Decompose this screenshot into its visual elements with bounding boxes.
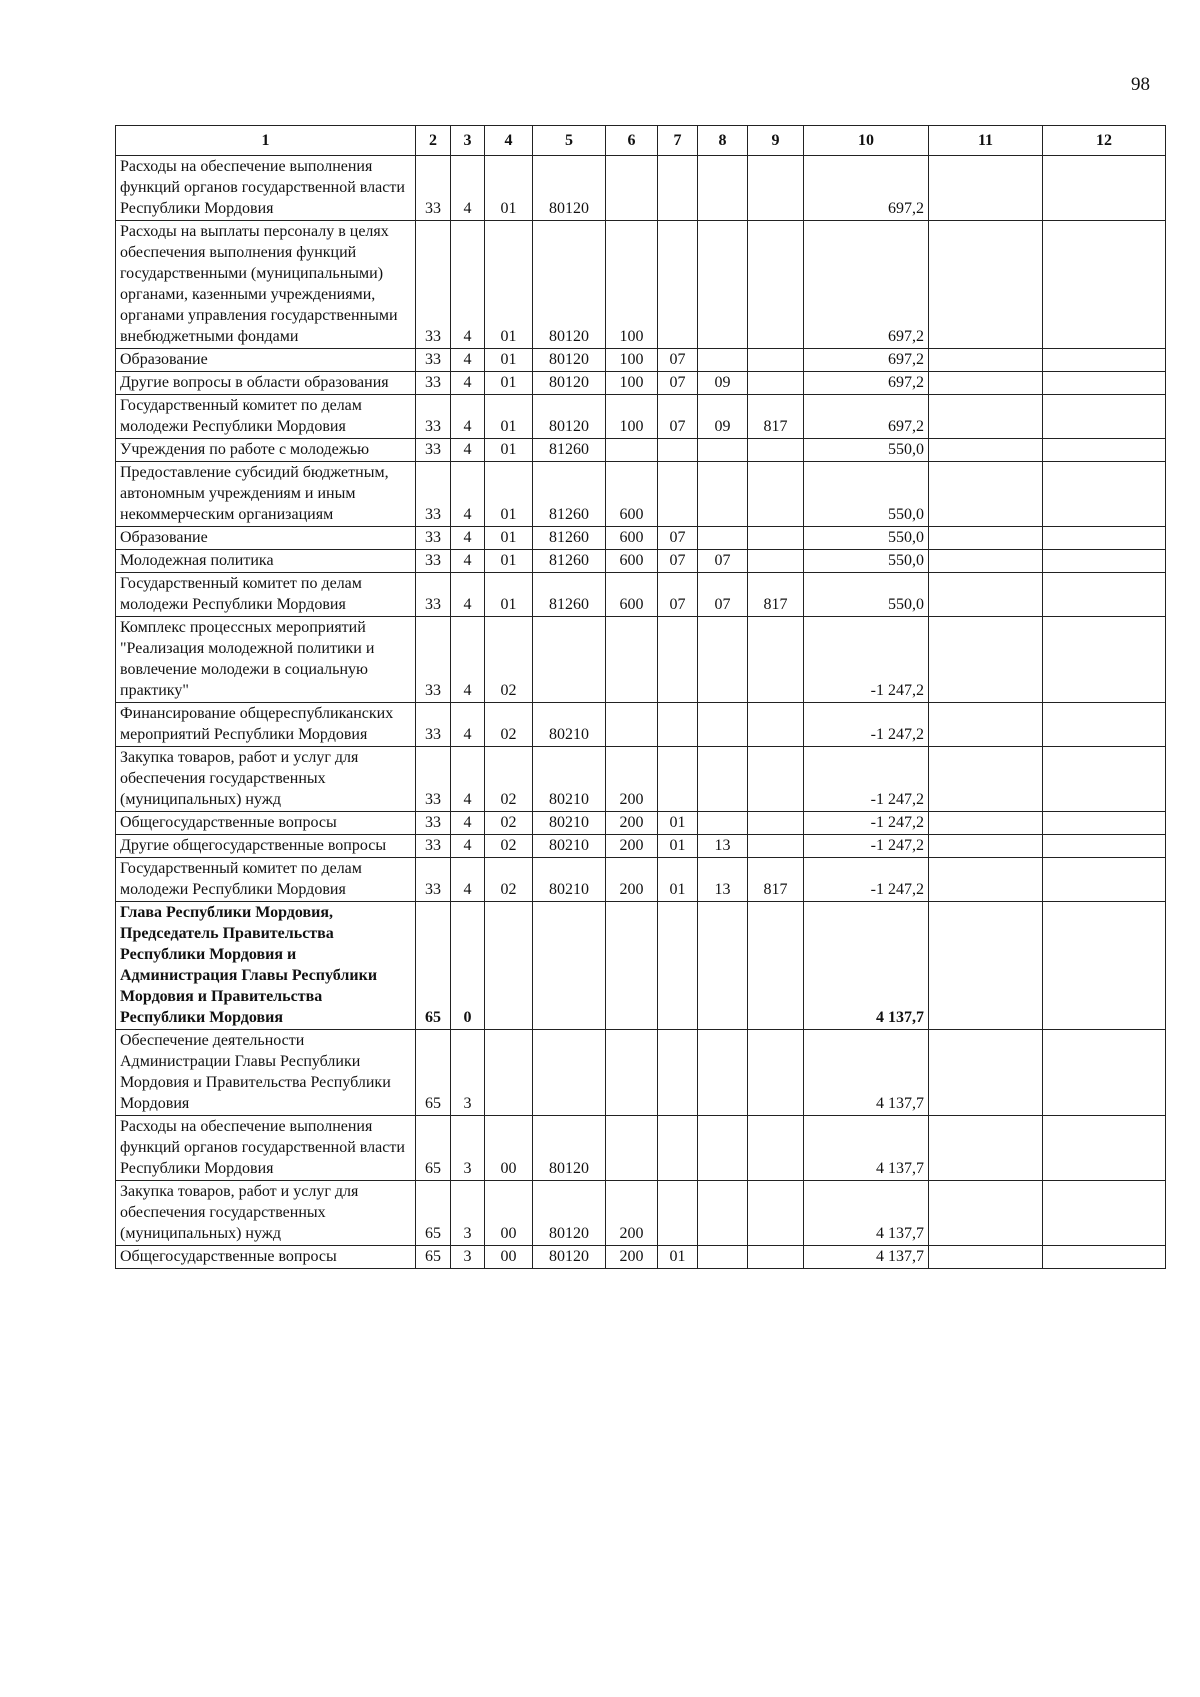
expenditure-name-cell: Предоставление субсидий бюджетным, автономным учреждениям и иным некоммерческим организациям (116, 462, 416, 527)
code-col3-cell: 4 (451, 812, 485, 835)
code-col5-cell: 80210 (533, 703, 606, 747)
code-col4-cell (485, 902, 533, 1030)
code-col6-cell: 600 (606, 573, 658, 617)
empty-col12-cell (1043, 156, 1166, 221)
expenditure-name-cell: Другие вопросы в области образования (116, 372, 416, 395)
code-col2-cell: 33 (416, 395, 451, 439)
empty-col12-cell (1043, 902, 1166, 1030)
empty-col11-cell (929, 439, 1043, 462)
empty-col11-cell (929, 573, 1043, 617)
amount-cell: -1 247,2 (804, 812, 929, 835)
empty-col11-cell (929, 858, 1043, 902)
expenditure-name-cell: Комплекс процессных мероприятий "Реализация молодежной политики и вовлечение молодежи в социальную практику" (116, 617, 416, 703)
amount-cell: 697,2 (804, 221, 929, 349)
code-col8-cell (698, 812, 748, 835)
code-col8-cell: 07 (698, 573, 748, 617)
code-col3-cell: 3 (451, 1116, 485, 1181)
code-col2-cell: 65 (416, 902, 451, 1030)
table-row (116, 1181, 1166, 1246)
code-col7-cell (658, 221, 698, 349)
table-row (116, 349, 1166, 372)
expenditure-name-cell: Государственный комитет по делам молодежи Республики Мордовия (116, 395, 416, 439)
code-col8-cell (698, 1181, 748, 1246)
table-row (116, 902, 1166, 1030)
code-col6-cell: 200 (606, 1246, 658, 1269)
empty-col11-cell (929, 703, 1043, 747)
expenditure-name-cell: Закупка товаров, работ и услуг для обеспечения государственных (муниципальных) нужд (116, 747, 416, 812)
empty-col11-cell (929, 372, 1043, 395)
empty-col12-cell (1043, 747, 1166, 812)
empty-col11-cell (929, 1030, 1043, 1116)
table-row (116, 221, 1166, 349)
code-col3-cell: 4 (451, 439, 485, 462)
column-header: 9 (748, 126, 804, 156)
header-row (116, 126, 1166, 156)
code-col2-cell: 33 (416, 747, 451, 812)
code-col5-cell: 80120 (533, 221, 606, 349)
code-col5-cell: 81260 (533, 573, 606, 617)
expenditure-name-cell: Глава Республики Мордовия, Председатель Правительства Республики Мордовия и Администрация Главы Республики Мордовия и Правительства Республики Мордовия (116, 902, 416, 1030)
table-row (116, 812, 1166, 835)
table-row (116, 372, 1166, 395)
code-col4-cell: 02 (485, 835, 533, 858)
code-col6-cell: 600 (606, 550, 658, 573)
empty-col11-cell (929, 462, 1043, 527)
code-col6-cell: 200 (606, 835, 658, 858)
code-col4-cell: 02 (485, 617, 533, 703)
code-col3-cell: 4 (451, 747, 485, 812)
code-col6-cell: 100 (606, 349, 658, 372)
empty-col11-cell (929, 156, 1043, 221)
amount-cell: 550,0 (804, 573, 929, 617)
code-col2-cell: 65 (416, 1246, 451, 1269)
expenditure-name-cell: Государственный комитет по делам молодежи Республики Мордовия (116, 573, 416, 617)
code-col6-cell: 100 (606, 395, 658, 439)
code-col2-cell: 33 (416, 527, 451, 550)
code-col2-cell: 33 (416, 156, 451, 221)
code-col4-cell: 01 (485, 349, 533, 372)
code-col8-cell (698, 902, 748, 1030)
code-col8-cell (698, 156, 748, 221)
empty-col12-cell (1043, 221, 1166, 349)
table-row (116, 462, 1166, 527)
code-col5-cell: 81260 (533, 462, 606, 527)
code-col8-cell: 07 (698, 550, 748, 573)
code-col4-cell: 02 (485, 747, 533, 812)
code-col6-cell: 100 (606, 372, 658, 395)
code-col3-cell: 4 (451, 372, 485, 395)
code-col6-cell (606, 439, 658, 462)
code-col2-cell: 33 (416, 812, 451, 835)
code-col8-cell (698, 617, 748, 703)
table-row (116, 835, 1166, 858)
empty-col12-cell (1043, 703, 1166, 747)
amount-cell: 550,0 (804, 462, 929, 527)
table-body (116, 156, 1166, 1269)
code-col9-cell (748, 1116, 804, 1181)
column-header: 11 (929, 126, 1043, 156)
amount-cell: -1 247,2 (804, 747, 929, 812)
amount-cell: 550,0 (804, 527, 929, 550)
code-col5-cell: 80210 (533, 747, 606, 812)
column-header: 4 (485, 126, 533, 156)
code-col5-cell: 80120 (533, 372, 606, 395)
code-col6-cell (606, 902, 658, 1030)
amount-cell: 697,2 (804, 372, 929, 395)
code-col4-cell: 00 (485, 1181, 533, 1246)
table-row (116, 858, 1166, 902)
code-col5-cell (533, 902, 606, 1030)
code-col9-cell (748, 372, 804, 395)
expenditure-name-cell: Образование (116, 349, 416, 372)
amount-cell: -1 247,2 (804, 858, 929, 902)
empty-col12-cell (1043, 1246, 1166, 1269)
table-row (116, 573, 1166, 617)
code-col9-cell (748, 221, 804, 349)
code-col2-cell: 33 (416, 439, 451, 462)
code-col4-cell: 01 (485, 462, 533, 527)
code-col2-cell: 33 (416, 573, 451, 617)
code-col6-cell: 200 (606, 812, 658, 835)
code-col8-cell: 13 (698, 835, 748, 858)
empty-col11-cell (929, 1246, 1043, 1269)
code-col7-cell (658, 703, 698, 747)
table-row (116, 550, 1166, 573)
code-col4-cell: 01 (485, 527, 533, 550)
code-col7-cell (658, 1030, 698, 1116)
code-col9-cell: 817 (748, 858, 804, 902)
code-col5-cell: 81260 (533, 550, 606, 573)
code-col9-cell (748, 1181, 804, 1246)
code-col5-cell: 80120 (533, 395, 606, 439)
code-col3-cell: 4 (451, 156, 485, 221)
table-row (116, 617, 1166, 703)
code-col4-cell: 01 (485, 573, 533, 617)
amount-cell: 550,0 (804, 550, 929, 573)
code-col4-cell: 00 (485, 1116, 533, 1181)
code-col8-cell (698, 1030, 748, 1116)
code-col2-cell: 33 (416, 462, 451, 527)
code-col6-cell (606, 1116, 658, 1181)
code-col8-cell (698, 1116, 748, 1181)
column-header: 7 (658, 126, 698, 156)
code-col9-cell (748, 617, 804, 703)
code-col2-cell: 65 (416, 1116, 451, 1181)
code-col7-cell (658, 902, 698, 1030)
expenditure-name-cell: Расходы на обеспечение выполнения функций органов государственной власти Республики Мордовия (116, 1116, 416, 1181)
code-col2-cell: 33 (416, 617, 451, 703)
code-col9-cell (748, 462, 804, 527)
code-col9-cell (748, 835, 804, 858)
code-col7-cell: 07 (658, 527, 698, 550)
empty-col11-cell (929, 812, 1043, 835)
code-col7-cell (658, 462, 698, 527)
table-row (116, 439, 1166, 462)
code-col7-cell: 07 (658, 349, 698, 372)
expenditure-name-cell: Государственный комитет по делам молодежи Республики Мордовия (116, 858, 416, 902)
empty-col11-cell (929, 902, 1043, 1030)
code-col7-cell: 01 (658, 1246, 698, 1269)
code-col4-cell: 01 (485, 395, 533, 439)
empty-col11-cell (929, 747, 1043, 812)
column-header: 12 (1043, 126, 1166, 156)
column-header: 6 (606, 126, 658, 156)
code-col3-cell: 4 (451, 395, 485, 439)
table-row (116, 703, 1166, 747)
code-col3-cell: 4 (451, 221, 485, 349)
code-col7-cell (658, 156, 698, 221)
code-col6-cell: 200 (606, 1181, 658, 1246)
code-col5-cell: 80120 (533, 1246, 606, 1269)
code-col9-cell (748, 550, 804, 573)
code-col9-cell (748, 349, 804, 372)
expenditure-name-cell: Закупка товаров, работ и услуг для обеспечения государственных (муниципальных) нужд (116, 1181, 416, 1246)
code-col2-cell: 33 (416, 835, 451, 858)
code-col3-cell: 0 (451, 902, 485, 1030)
code-col8-cell (698, 349, 748, 372)
expenditure-name-cell: Расходы на выплаты персоналу в целях обеспечения выполнения функций государственными (муниципальными) органами, казенными учреждениями, органами управления государственными внебюджетными фондами (116, 221, 416, 349)
code-col6-cell (606, 156, 658, 221)
code-col9-cell (748, 1030, 804, 1116)
empty-col12-cell (1043, 550, 1166, 573)
page-number: 98 (1131, 74, 1150, 95)
code-col7-cell: 01 (658, 858, 698, 902)
empty-col12-cell (1043, 527, 1166, 550)
code-col9-cell: 817 (748, 573, 804, 617)
code-col8-cell: 09 (698, 395, 748, 439)
code-col8-cell (698, 221, 748, 349)
code-col6-cell: 200 (606, 858, 658, 902)
code-col5-cell (533, 1030, 606, 1116)
expenditure-name-cell: Молодежная политика (116, 550, 416, 573)
code-col3-cell: 3 (451, 1181, 485, 1246)
code-col6-cell (606, 617, 658, 703)
empty-col11-cell (929, 527, 1043, 550)
empty-col12-cell (1043, 617, 1166, 703)
code-col3-cell: 4 (451, 349, 485, 372)
empty-col12-cell (1043, 372, 1166, 395)
code-col5-cell: 80120 (533, 156, 606, 221)
code-col6-cell (606, 1030, 658, 1116)
empty-col11-cell (929, 395, 1043, 439)
amount-cell: 550,0 (804, 439, 929, 462)
amount-cell: 4 137,7 (804, 1246, 929, 1269)
code-col3-cell: 4 (451, 462, 485, 527)
code-col3-cell: 4 (451, 527, 485, 550)
column-header: 1 (116, 126, 416, 156)
amount-cell: 4 137,7 (804, 1030, 929, 1116)
code-col8-cell (698, 747, 748, 812)
code-col9-cell (748, 1246, 804, 1269)
code-col8-cell (698, 462, 748, 527)
expenditure-name-cell: Образование (116, 527, 416, 550)
code-col3-cell: 4 (451, 550, 485, 573)
code-col7-cell (658, 747, 698, 812)
code-col5-cell: 80120 (533, 1116, 606, 1181)
code-col9-cell: 817 (748, 395, 804, 439)
table-row (116, 1116, 1166, 1181)
table-row (116, 395, 1166, 439)
code-col7-cell: 01 (658, 812, 698, 835)
amount-cell: 697,2 (804, 395, 929, 439)
code-col9-cell (748, 747, 804, 812)
expenditure-name-cell: Другие общегосударственные вопросы (116, 835, 416, 858)
code-col4-cell: 01 (485, 439, 533, 462)
code-col4-cell: 01 (485, 372, 533, 395)
code-col4-cell: 00 (485, 1246, 533, 1269)
code-col4-cell: 02 (485, 812, 533, 835)
code-col9-cell (748, 527, 804, 550)
empty-col12-cell (1043, 1181, 1166, 1246)
empty-col12-cell (1043, 1116, 1166, 1181)
expenditure-name-cell: Общегосударственные вопросы (116, 1246, 416, 1269)
code-col8-cell: 09 (698, 372, 748, 395)
empty-col12-cell (1043, 858, 1166, 902)
column-header: 2 (416, 126, 451, 156)
amount-cell: 697,2 (804, 349, 929, 372)
code-col8-cell (698, 527, 748, 550)
column-header: 8 (698, 126, 748, 156)
code-col2-cell: 65 (416, 1030, 451, 1116)
code-col2-cell: 65 (416, 1181, 451, 1246)
expenditure-name-cell: Общегосударственные вопросы (116, 812, 416, 835)
empty-col11-cell (929, 221, 1043, 349)
empty-col11-cell (929, 835, 1043, 858)
code-col9-cell (748, 703, 804, 747)
amount-cell: 4 137,7 (804, 1181, 929, 1246)
code-col6-cell: 600 (606, 462, 658, 527)
code-col6-cell (606, 703, 658, 747)
empty-col11-cell (929, 617, 1043, 703)
code-col8-cell (698, 703, 748, 747)
code-col6-cell: 100 (606, 221, 658, 349)
code-col3-cell: 3 (451, 1246, 485, 1269)
code-col7-cell (658, 439, 698, 462)
amount-cell: 4 137,7 (804, 902, 929, 1030)
code-col8-cell: 13 (698, 858, 748, 902)
code-col3-cell: 4 (451, 617, 485, 703)
amount-cell: -1 247,2 (804, 617, 929, 703)
code-col5-cell (533, 617, 606, 703)
code-col3-cell: 4 (451, 858, 485, 902)
code-col2-cell: 33 (416, 349, 451, 372)
code-col9-cell (748, 812, 804, 835)
empty-col12-cell (1043, 349, 1166, 372)
code-col3-cell: 4 (451, 703, 485, 747)
empty-col12-cell (1043, 395, 1166, 439)
table-row (116, 1246, 1166, 1269)
code-col5-cell: 80210 (533, 835, 606, 858)
code-col3-cell: 4 (451, 573, 485, 617)
code-col4-cell: 01 (485, 156, 533, 221)
code-col5-cell: 81260 (533, 527, 606, 550)
code-col5-cell: 81260 (533, 439, 606, 462)
code-col5-cell: 80120 (533, 1181, 606, 1246)
empty-col12-cell (1043, 1030, 1166, 1116)
code-col6-cell: 200 (606, 747, 658, 812)
empty-col12-cell (1043, 812, 1166, 835)
column-header: 3 (451, 126, 485, 156)
code-col4-cell: 02 (485, 858, 533, 902)
empty-col11-cell (929, 349, 1043, 372)
code-col7-cell: 07 (658, 395, 698, 439)
code-col4-cell: 02 (485, 703, 533, 747)
code-col9-cell (748, 156, 804, 221)
table-row (116, 747, 1166, 812)
code-col3-cell: 3 (451, 1030, 485, 1116)
expenditure-name-cell: Расходы на обеспечение выполнения функций органов государственной власти Республики Мордовия (116, 156, 416, 221)
code-col4-cell: 01 (485, 221, 533, 349)
expenditure-name-cell: Обеспечение деятельности Администрации Главы Республики Мордовия и Правительства Республики Мордовия (116, 1030, 416, 1116)
code-col8-cell (698, 1246, 748, 1269)
empty-col11-cell (929, 1116, 1043, 1181)
table-row (116, 527, 1166, 550)
code-col5-cell: 80210 (533, 812, 606, 835)
code-col2-cell: 33 (416, 703, 451, 747)
budget-table (115, 125, 1166, 1269)
amount-cell: 697,2 (804, 156, 929, 221)
column-header: 10 (804, 126, 929, 156)
code-col7-cell: 07 (658, 573, 698, 617)
code-col4-cell: 01 (485, 550, 533, 573)
code-col9-cell (748, 902, 804, 1030)
code-col8-cell (698, 439, 748, 462)
code-col2-cell: 33 (416, 858, 451, 902)
empty-col11-cell (929, 1181, 1043, 1246)
code-col7-cell: 07 (658, 372, 698, 395)
amount-cell: -1 247,2 (804, 835, 929, 858)
table-row (116, 156, 1166, 221)
empty-col12-cell (1043, 439, 1166, 462)
code-col7-cell (658, 617, 698, 703)
amount-cell: 4 137,7 (804, 1116, 929, 1181)
code-col5-cell: 80210 (533, 858, 606, 902)
code-col7-cell: 07 (658, 550, 698, 573)
code-col2-cell: 33 (416, 550, 451, 573)
empty-col11-cell (929, 550, 1043, 573)
expenditure-name-cell: Учреждения по работе с молодежью (116, 439, 416, 462)
code-col9-cell (748, 439, 804, 462)
amount-cell: -1 247,2 (804, 703, 929, 747)
empty-col12-cell (1043, 835, 1166, 858)
code-col7-cell: 01 (658, 835, 698, 858)
table-row (116, 1030, 1166, 1116)
code-col5-cell: 80120 (533, 349, 606, 372)
code-col3-cell: 4 (451, 835, 485, 858)
empty-col12-cell (1043, 462, 1166, 527)
code-col7-cell (658, 1181, 698, 1246)
empty-col12-cell (1043, 573, 1166, 617)
code-col2-cell: 33 (416, 372, 451, 395)
column-header: 5 (533, 126, 606, 156)
code-col4-cell (485, 1030, 533, 1116)
code-col2-cell: 33 (416, 221, 451, 349)
expenditure-name-cell: Финансирование общереспубликанских мероприятий Республики Мордовия (116, 703, 416, 747)
code-col7-cell (658, 1116, 698, 1181)
code-col6-cell: 600 (606, 527, 658, 550)
